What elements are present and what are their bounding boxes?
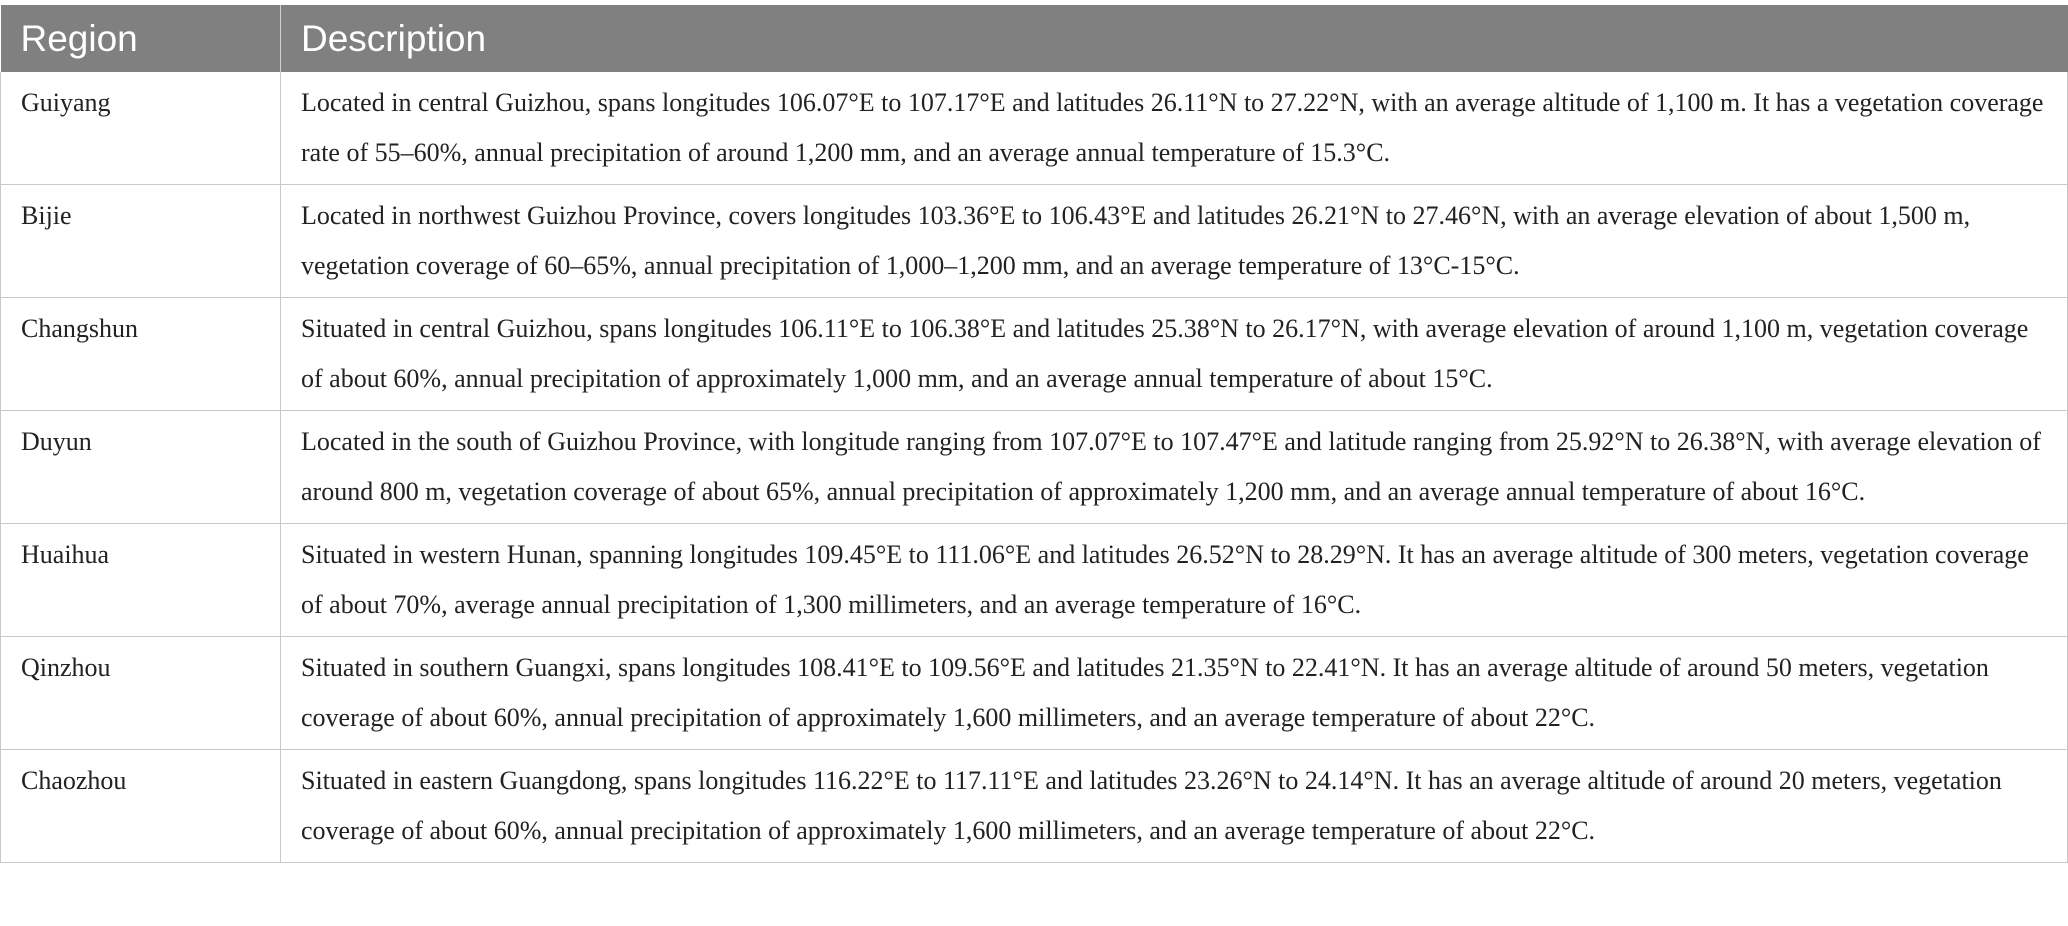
table-header	[1, 5, 2068, 72]
header-row	[1, 5, 2068, 72]
table-row	[1, 637, 2068, 750]
table-row	[1, 185, 2068, 298]
table-row	[1, 72, 2068, 185]
table-row	[1, 750, 2068, 863]
header-region: Region	[1, 5, 281, 72]
region-cell: Duyun	[1, 411, 281, 524]
table-row	[1, 524, 2068, 637]
region-cell: Qinzhou	[1, 637, 281, 750]
region-cell: Chaozhou	[1, 750, 281, 863]
description-cell: Located in northwest Guizhou Province, covers longitudes 103.36°E to 106.43°E and latitudes 26.21°N to 27.46°N, with an average elevation of about 1,500 m, vegetation coverage of 60–65%, annual precipitation of 1,000–1,200 mm, and an average temperature of 13°C-15°C.	[281, 185, 2068, 298]
header-description: Description	[281, 5, 2068, 72]
region-table	[0, 5, 2068, 863]
table-body	[1, 72, 2068, 863]
region-table-container	[0, 5, 2067, 863]
description-cell: Located in central Guizhou, spans longitudes 106.07°E to 107.17°E and latitudes 26.11°N to 27.22°N, with an average altitude of 1,100 m. It has a vegetation coverage rate of 55–60%, annual precipitation of around 1,200 mm, and an average annual temperature of 15.3°C.	[281, 72, 2068, 185]
region-cell: Changshun	[1, 298, 281, 411]
description-cell: Situated in eastern Guangdong, spans longitudes 116.22°E to 117.11°E and latitudes 23.26°N to 24.14°N. It has an average altitude of around 20 meters, vegetation coverage of about 60%, annual precipitation of approximately 1,600 millimeters, and an average temperature of about 22°C.	[281, 750, 2068, 863]
region-cell: Bijie	[1, 185, 281, 298]
region-cell: Guiyang	[1, 72, 281, 185]
table-row	[1, 298, 2068, 411]
description-cell: Situated in central Guizhou, spans longitudes 106.11°E to 106.38°E and latitudes 25.38°N to 26.17°N, with average elevation of around 1,100 m, vegetation coverage of about 60%, annual precipitation of approximately 1,000 mm, and an average annual temperature of about 15°C.	[281, 298, 2068, 411]
region-cell: Huaihua	[1, 524, 281, 637]
table-row	[1, 411, 2068, 524]
description-cell: Situated in western Hunan, spanning longitudes 109.45°E to 111.06°E and latitudes 26.52°N to 28.29°N. It has an average altitude of 300 meters, vegetation coverage of about 70%, average annual precipitation of 1,300 millimeters, and an average temperature of 16°C.	[281, 524, 2068, 637]
description-cell: Located in the south of Guizhou Province, with longitude ranging from 107.07°E to 107.47°E and latitude ranging from 25.92°N to 26.38°N, with average elevation of around 800 m, vegetation coverage of about 65%, annual precipitation of approximately 1,200 mm, and an average annual temperature of about 16°C.	[281, 411, 2068, 524]
description-cell: Situated in southern Guangxi, spans longitudes 108.41°E to 109.56°E and latitudes 21.35°N to 22.41°N. It has an average altitude of around 50 meters, vegetation coverage of about 60%, annual precipitation of approximately 1,600 millimeters, and an average temperature of about 22°C.	[281, 637, 2068, 750]
